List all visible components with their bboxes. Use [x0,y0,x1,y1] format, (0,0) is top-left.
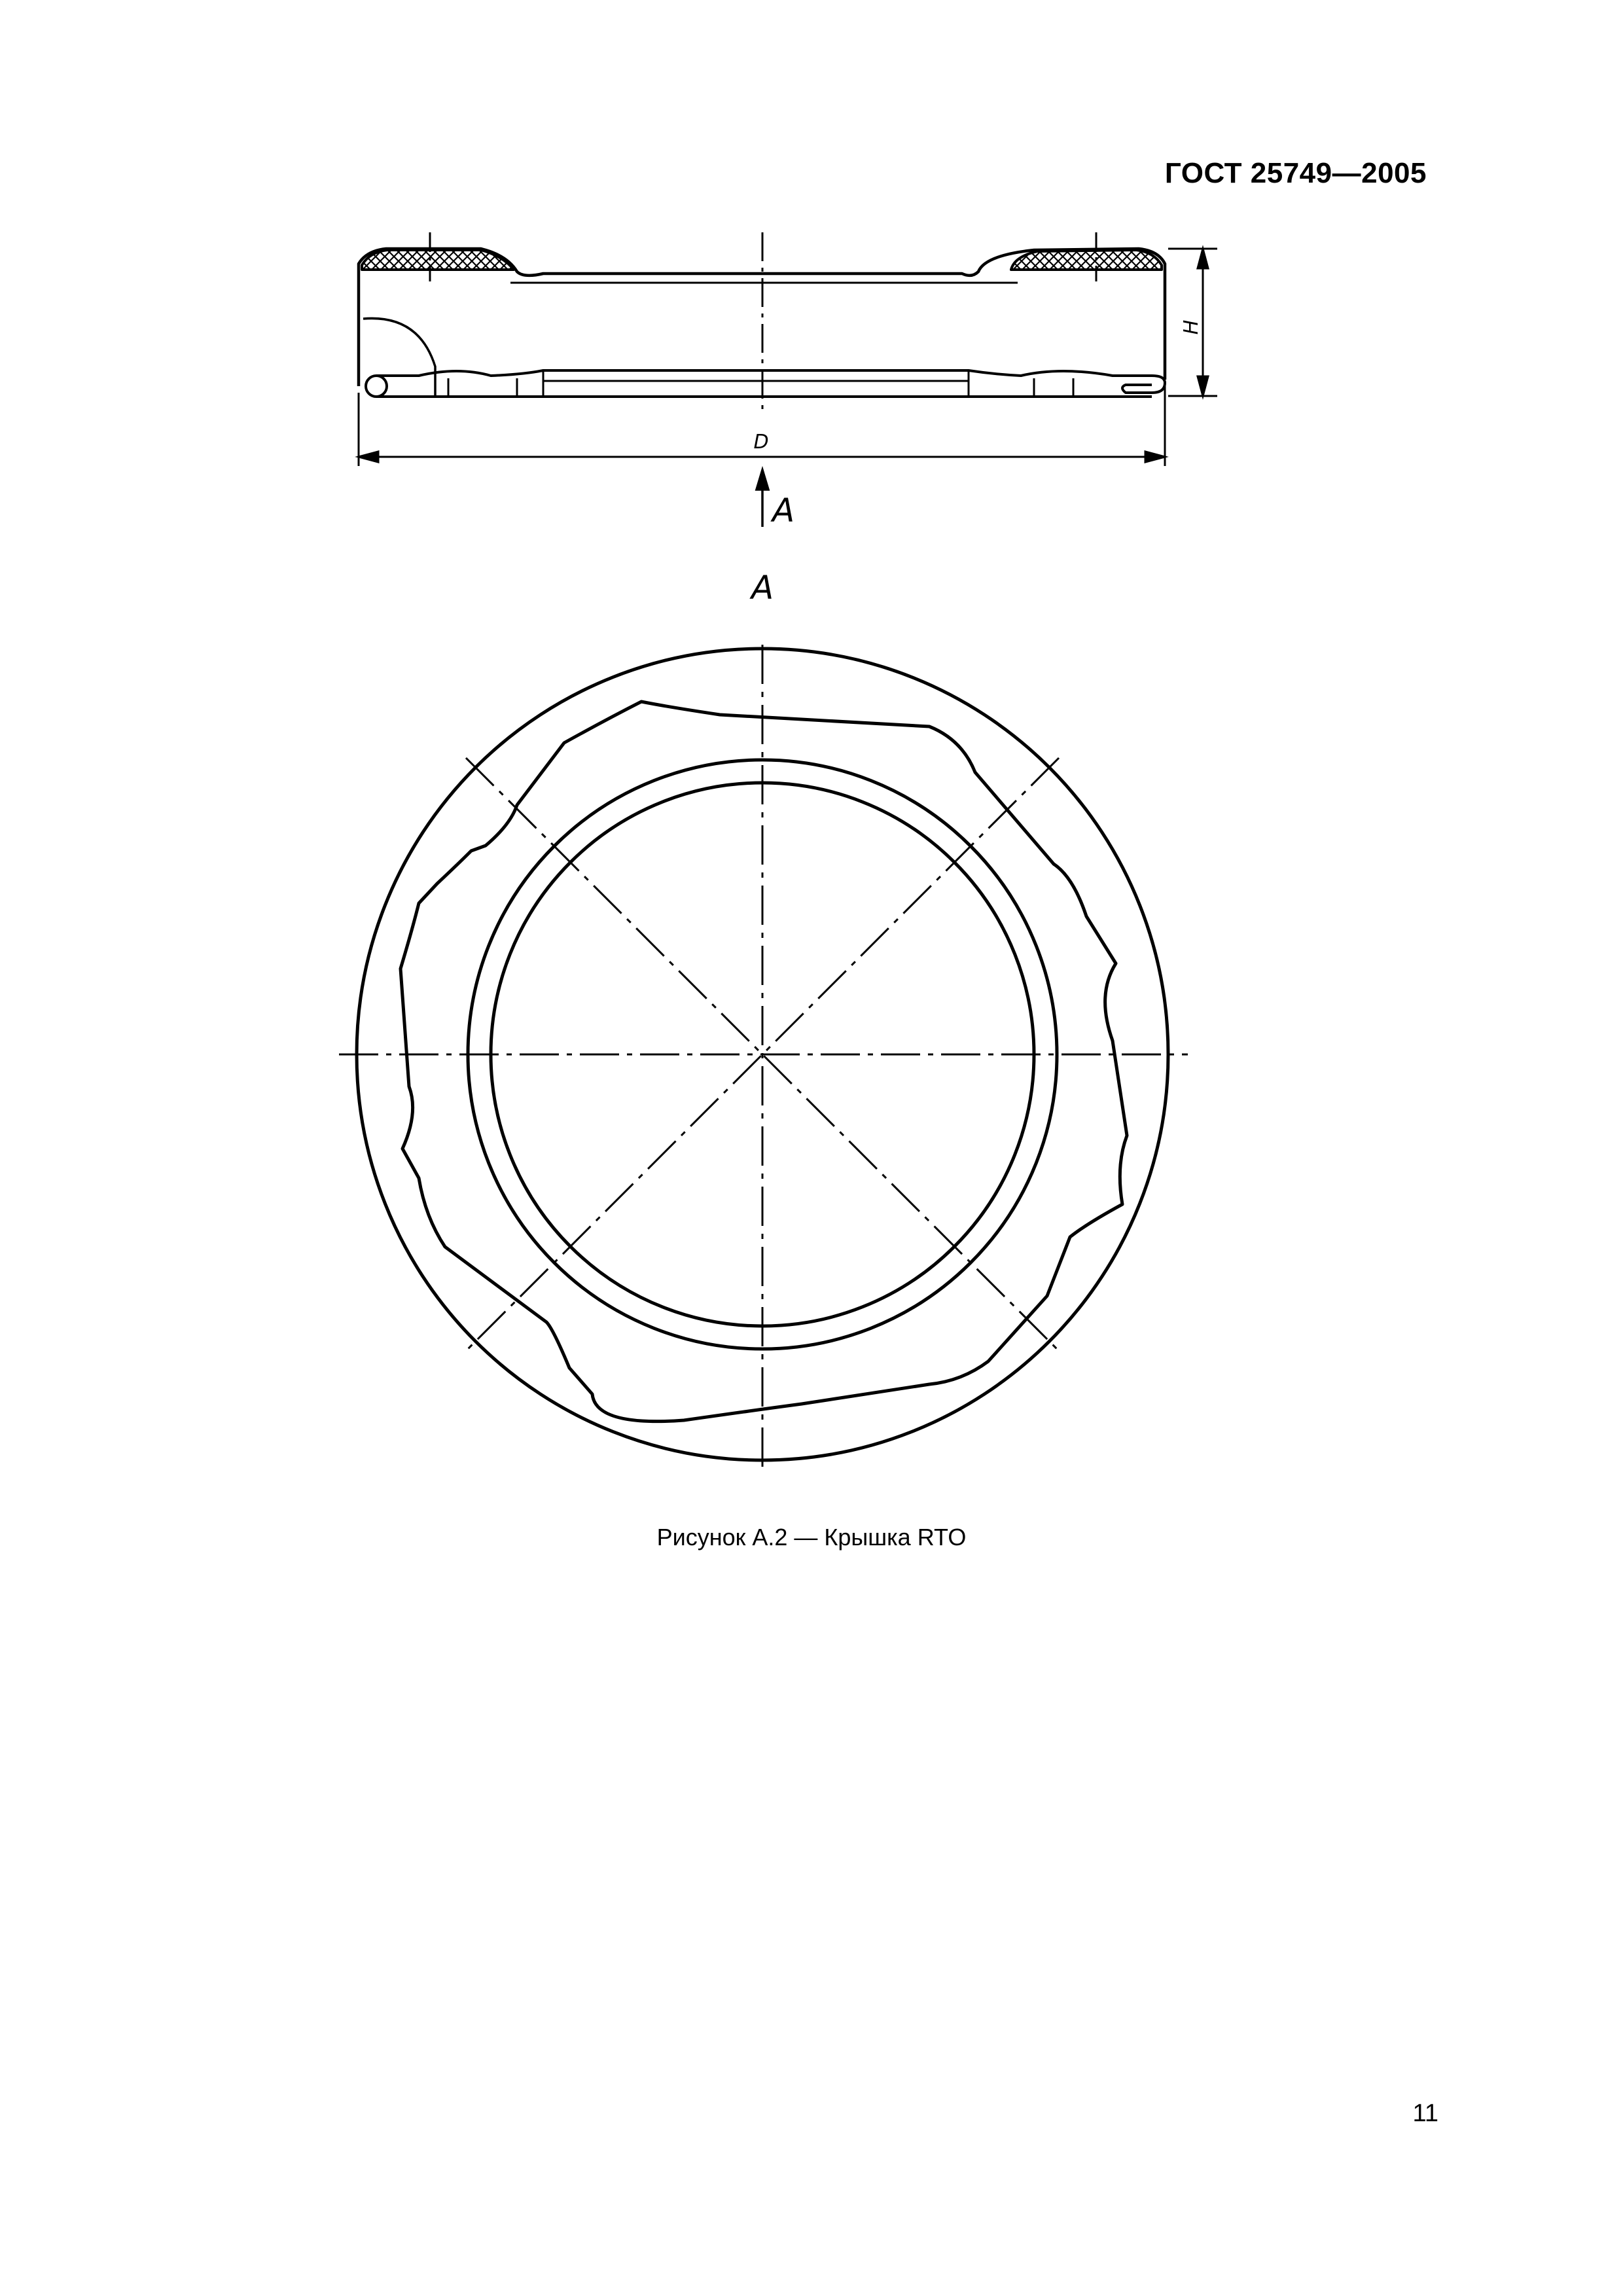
side-view [359,232,1165,409]
left-inner-curve [363,318,435,398]
standard-number: ГОСТ 25749—2005 [1164,157,1427,189]
knurled-rim-right [1011,250,1162,270]
view-arrow-label: A [772,492,795,529]
view-title: A [751,569,774,607]
grip-profile [401,702,1127,1422]
bottom-profile [376,370,1152,376]
top-view [339,645,1188,1473]
page-number: 11 [1412,2100,1438,2127]
height-label: H [1180,319,1203,335]
bead-left [366,376,387,397]
view-arrow [757,470,768,527]
diameter-label: D [753,431,769,454]
bead-right-hook [1122,376,1165,393]
figure-caption: Рисунок А.2 — Крышка RTO [656,1524,967,1551]
knurled-rim-left [362,250,514,270]
